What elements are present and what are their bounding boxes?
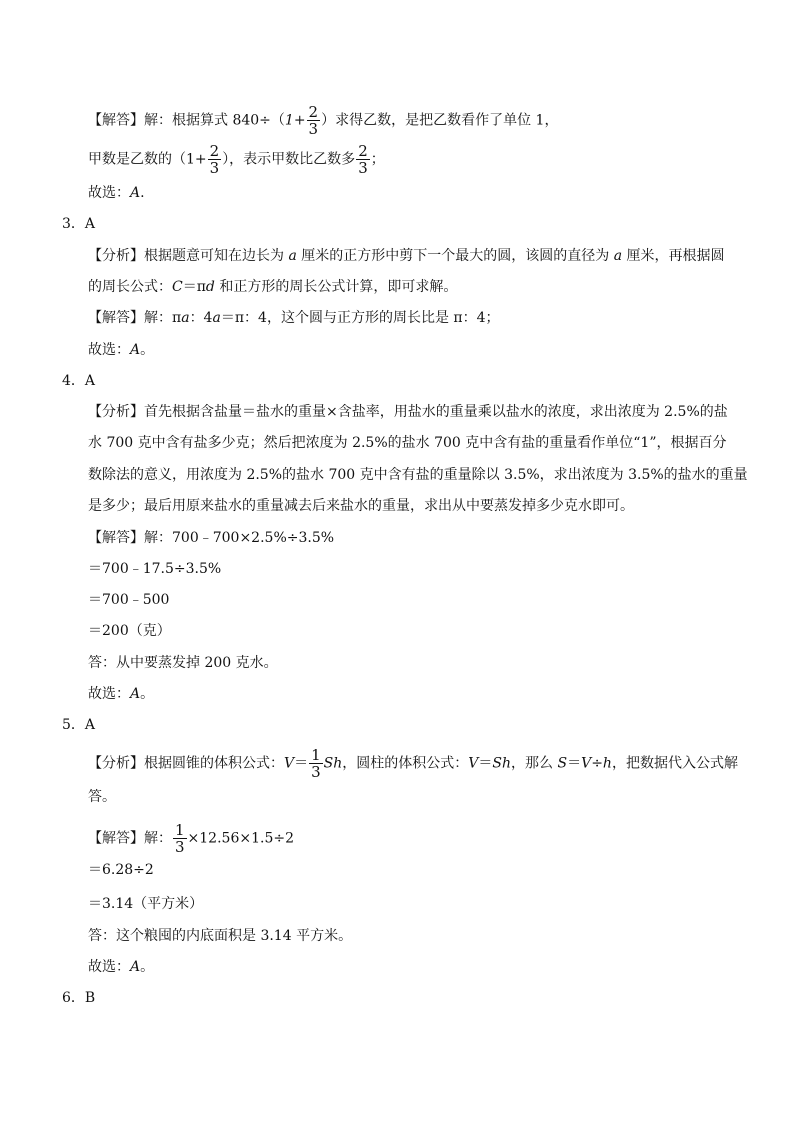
answer-line-2: 甲数是乙数的（1+ $\frac{2}{3}$ ），表示甲数比乙数多 $\frac{2}{3}$ ； bbox=[88, 142, 385, 177]
answer-line: 答：从中要蒸发掉 200 克水。 bbox=[88, 655, 278, 671]
answer-line: 【解答】解：πa：4a＝π：4，这个圆与正方形的周长比是 π：4； bbox=[88, 310, 500, 326]
analysis-line: 数除法的意义，用浓度为 2.5%的盐水 700 克中含有盐的重量除以 3.5%，求出浓度为 3.5%的盐水的重量 bbox=[88, 467, 748, 483]
answer-line: 【解答】解： $\frac{1}{3}$ ×12.56×1.5÷2 bbox=[88, 821, 294, 856]
answer-line: 【解答】解：700﹣700×2.5%÷3.5% bbox=[88, 530, 335, 546]
fraction: $\frac{1}{3}$ bbox=[311, 746, 321, 781]
answer-line: ＝700﹣17.5÷3.5% bbox=[88, 561, 222, 577]
question-number-3: 3．A bbox=[62, 216, 96, 232]
analysis-line: 水 700 克中含有盐多少克；然后把浓度为 2.5%的盐水 700 克中含有盐的重量看作单位“1”，根据百分 bbox=[88, 435, 727, 451]
fraction: $\frac{1}{3}$ bbox=[175, 821, 185, 856]
choice-line: 故选：A. bbox=[88, 185, 145, 201]
question-number-6: 6．B bbox=[62, 990, 96, 1006]
answer-line: ＝700﹣500 bbox=[88, 592, 170, 608]
analysis-line: 的周长公式：C＝πd 和正方形的周长公式计算，即可求解。 bbox=[88, 279, 458, 295]
choice-line: 故选：A。 bbox=[88, 959, 155, 975]
question-number-5: 5．A bbox=[62, 717, 96, 733]
answer-line: ＝3.14（平方米） bbox=[88, 896, 204, 912]
answer-line: 答：这个粮囤的内底面积是 3.14 平方米。 bbox=[88, 928, 353, 944]
analysis-line: 答。 bbox=[88, 789, 116, 805]
analysis-line: 【分析】根据圆锥的体积公式：V＝ $\frac{1}{3}$ Sh，圆柱的体积公式：V＝Sh，那么 S＝V÷h，把数据代入公式解 bbox=[88, 746, 738, 781]
analysis-line: 【分析】首先根据含盐量＝盐水的重量×含盐率，用盐水的重量乘以盐水的浓度，求出浓度为 2.5%的盐 bbox=[88, 404, 728, 420]
analysis-line: 【分析】根据题意可知在边长为 a 厘米的正方形中剪下一个最大的圆，该圆的直径为 a 厘米，再根据圆 bbox=[88, 248, 725, 264]
fraction: $\frac{2}{3}$ bbox=[209, 142, 220, 177]
fraction: $\frac{2}{3}$ bbox=[308, 103, 319, 138]
choice-line: 故选：A。 bbox=[88, 686, 155, 702]
question-number-4: 4．A bbox=[62, 373, 96, 389]
fraction: $\frac{2}{3}$ bbox=[358, 142, 368, 177]
choice-line: 故选：A。 bbox=[88, 342, 155, 358]
analysis-line: 是多少；最后用原来盐水的重量减去后来盐水的重量，求出从中要蒸发掉多少克水即可。 bbox=[88, 498, 634, 514]
answer-line: ＝6.28÷2 bbox=[88, 862, 154, 878]
answer-line: ＝200（克） bbox=[88, 623, 171, 639]
answer-line-1: 【解答】解：根据算式 840÷（1+ $\frac{2}{3}$ ）求得乙数，是把乙数看作了单位 1， bbox=[88, 103, 559, 138]
